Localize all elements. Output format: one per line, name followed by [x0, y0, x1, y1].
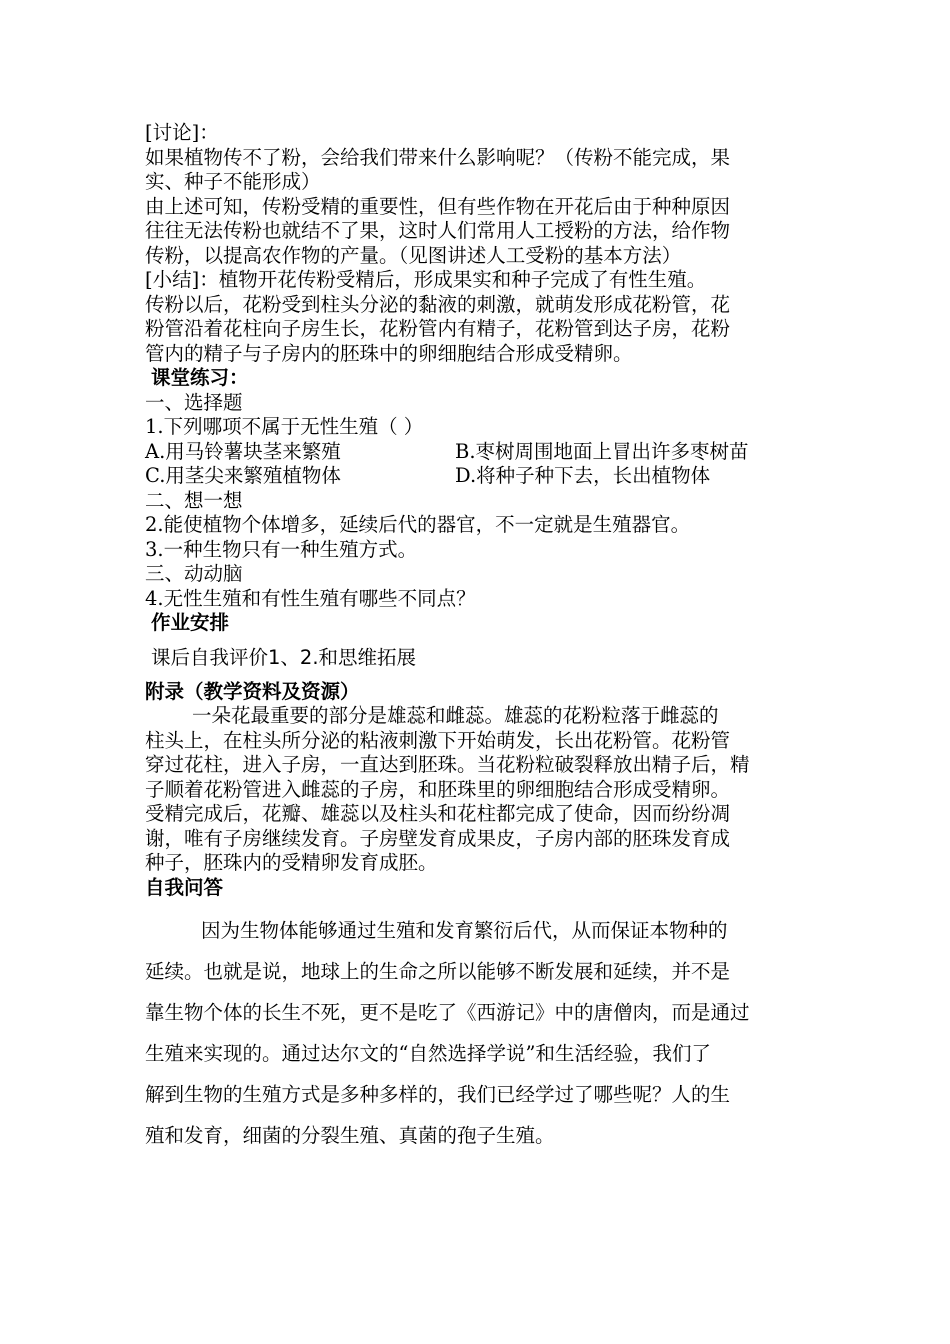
self-qa-heading: 自我问答	[145, 875, 224, 899]
self-qa-line: 靠生物个体的长生不死，更不是吃了《西游记》中的唐僧肉，而是通过	[145, 1001, 750, 1024]
self-qa-section	[145, 876, 810, 1157]
summary-line: 粉管沿着花柱向子房生长，花粉管内有精子，花粉管到达子房，花粉	[145, 317, 731, 340]
option-a: A.用马铃薯块茎来繁殖	[145, 439, 341, 463]
appendix-line: 一朵花最重要的部分是雄蕊和雌蕊。雄蕊的花粉粒落于雌蕊的	[192, 704, 719, 727]
self-qa-line: 生殖来实现的。通过达尔文的“自然选择学说”和生活经验，我们了	[145, 1042, 711, 1065]
appendix-line: 子顺着花粉管进入雌蕊的子房，和胚珠里的卵细胞结合形成受精卵。	[145, 777, 731, 801]
homework-text-post: 和思维拓展	[318, 645, 417, 669]
self-qa-line: 殖和发育，细菌的分裂生殖、真菌的孢子生殖。	[145, 1124, 555, 1147]
self-qa-line: 解到生物的生殖方式是多种多样的，我们已经学过了哪些呢？人的生	[145, 1083, 731, 1106]
homework-heading: 作业安排	[151, 611, 230, 634]
question-1: 1.下列哪项不属于无性生殖（ ）	[145, 415, 424, 438]
discussion-line: [讨论]：	[145, 121, 219, 144]
discussion-line: 传粉，以提高农作物的产量。（见图讲述人工受粉的基本方法）	[145, 243, 682, 267]
discussion-section	[145, 121, 810, 366]
spacer	[145, 900, 810, 910]
option-d: D.将种子种下去，长出植物体	[455, 464, 711, 487]
appendix-line: 谢，唯有子房继续发育。子房壁发育成果皮，子房内部的胚珠发育成	[145, 826, 731, 850]
section-title-brain: 三、动动脑	[145, 562, 243, 585]
discussion-line: 由上述可知，传粉受精的重要性，但有些作物在开花后由于种种原因	[145, 194, 731, 218]
homework-text-pre: 课后自我评价	[151, 645, 269, 669]
spacer	[145, 636, 810, 646]
section-title-think: 二、想一想	[145, 488, 243, 512]
discussion-line: 如果植物传不了粉，会给我们带来什么影响呢？（传粉不能完成，果	[145, 145, 731, 169]
exercise-section	[145, 366, 810, 611]
self-qa-line: 因为生物体能够通过生殖和发育繁衍后代，从而保证本物种的	[201, 919, 728, 942]
document-page	[145, 121, 810, 1156]
question-4: 4.无性生殖和有性生殖有哪些不同点？	[145, 586, 476, 610]
appendix-heading: 附录（教学资料及资源）	[145, 679, 360, 703]
question-3: 3.一种生物只有一种生殖方式。	[145, 537, 418, 561]
summary-line: 管内的精子与子房内的胚珠中的卵细胞结合形成受精卵。	[145, 341, 633, 365]
options-row-ab	[145, 440, 810, 465]
question-2: 2.能使植物个体增多，延续后代的器官，不一定就是生殖器官。	[145, 513, 691, 536]
appendix-line: 受精完成后，花瓣、雄蕊以及柱头和花柱都完成了使命，因而纷纷凋	[145, 802, 731, 825]
homework-text-num: 1、2.	[268, 645, 319, 669]
discussion-line: 往往无法传粉也就结不了果，这时人们常用人工授粉的方法，给作物	[145, 219, 731, 242]
summary-line: 传粉以后，花粉受到柱头分泌的黏液的刺激，就萌发形成花粉管，花	[145, 292, 731, 316]
homework-section	[145, 611, 810, 680]
self-qa-line: 延续。也就是说，地球上的生命之所以能够不断发展和延续，并不是	[145, 960, 731, 983]
homework-text	[145, 646, 810, 670]
appendix-line: 穿过花柱，进入子房，一直达到胚珠。当花粉粒破裂释放出精子后，精	[145, 753, 750, 776]
option-c: C.用茎尖来繁殖植物体	[145, 464, 341, 487]
option-b: B.枣树周围地面上冒出许多枣树苗	[455, 439, 749, 463]
appendix-line: 柱头上，在柱头所分泌的粘液刺激下开始萌发，长出花粉管。花粉管	[145, 728, 731, 752]
options-row-cd	[145, 464, 810, 489]
exercise-heading: 课堂练习：	[151, 366, 249, 389]
summary-line: [小结]：植物开花传粉受精后，形成果实和种子完成了有性生殖。	[145, 268, 707, 291]
appendix-section	[145, 680, 810, 876]
appendix-line: 种子，胚珠内的受精卵发育成胚。	[145, 851, 438, 874]
discussion-line: 实、种子不能形成）	[145, 170, 321, 193]
spacer	[145, 670, 810, 680]
section-title-choice: 一、选择题	[145, 390, 243, 414]
